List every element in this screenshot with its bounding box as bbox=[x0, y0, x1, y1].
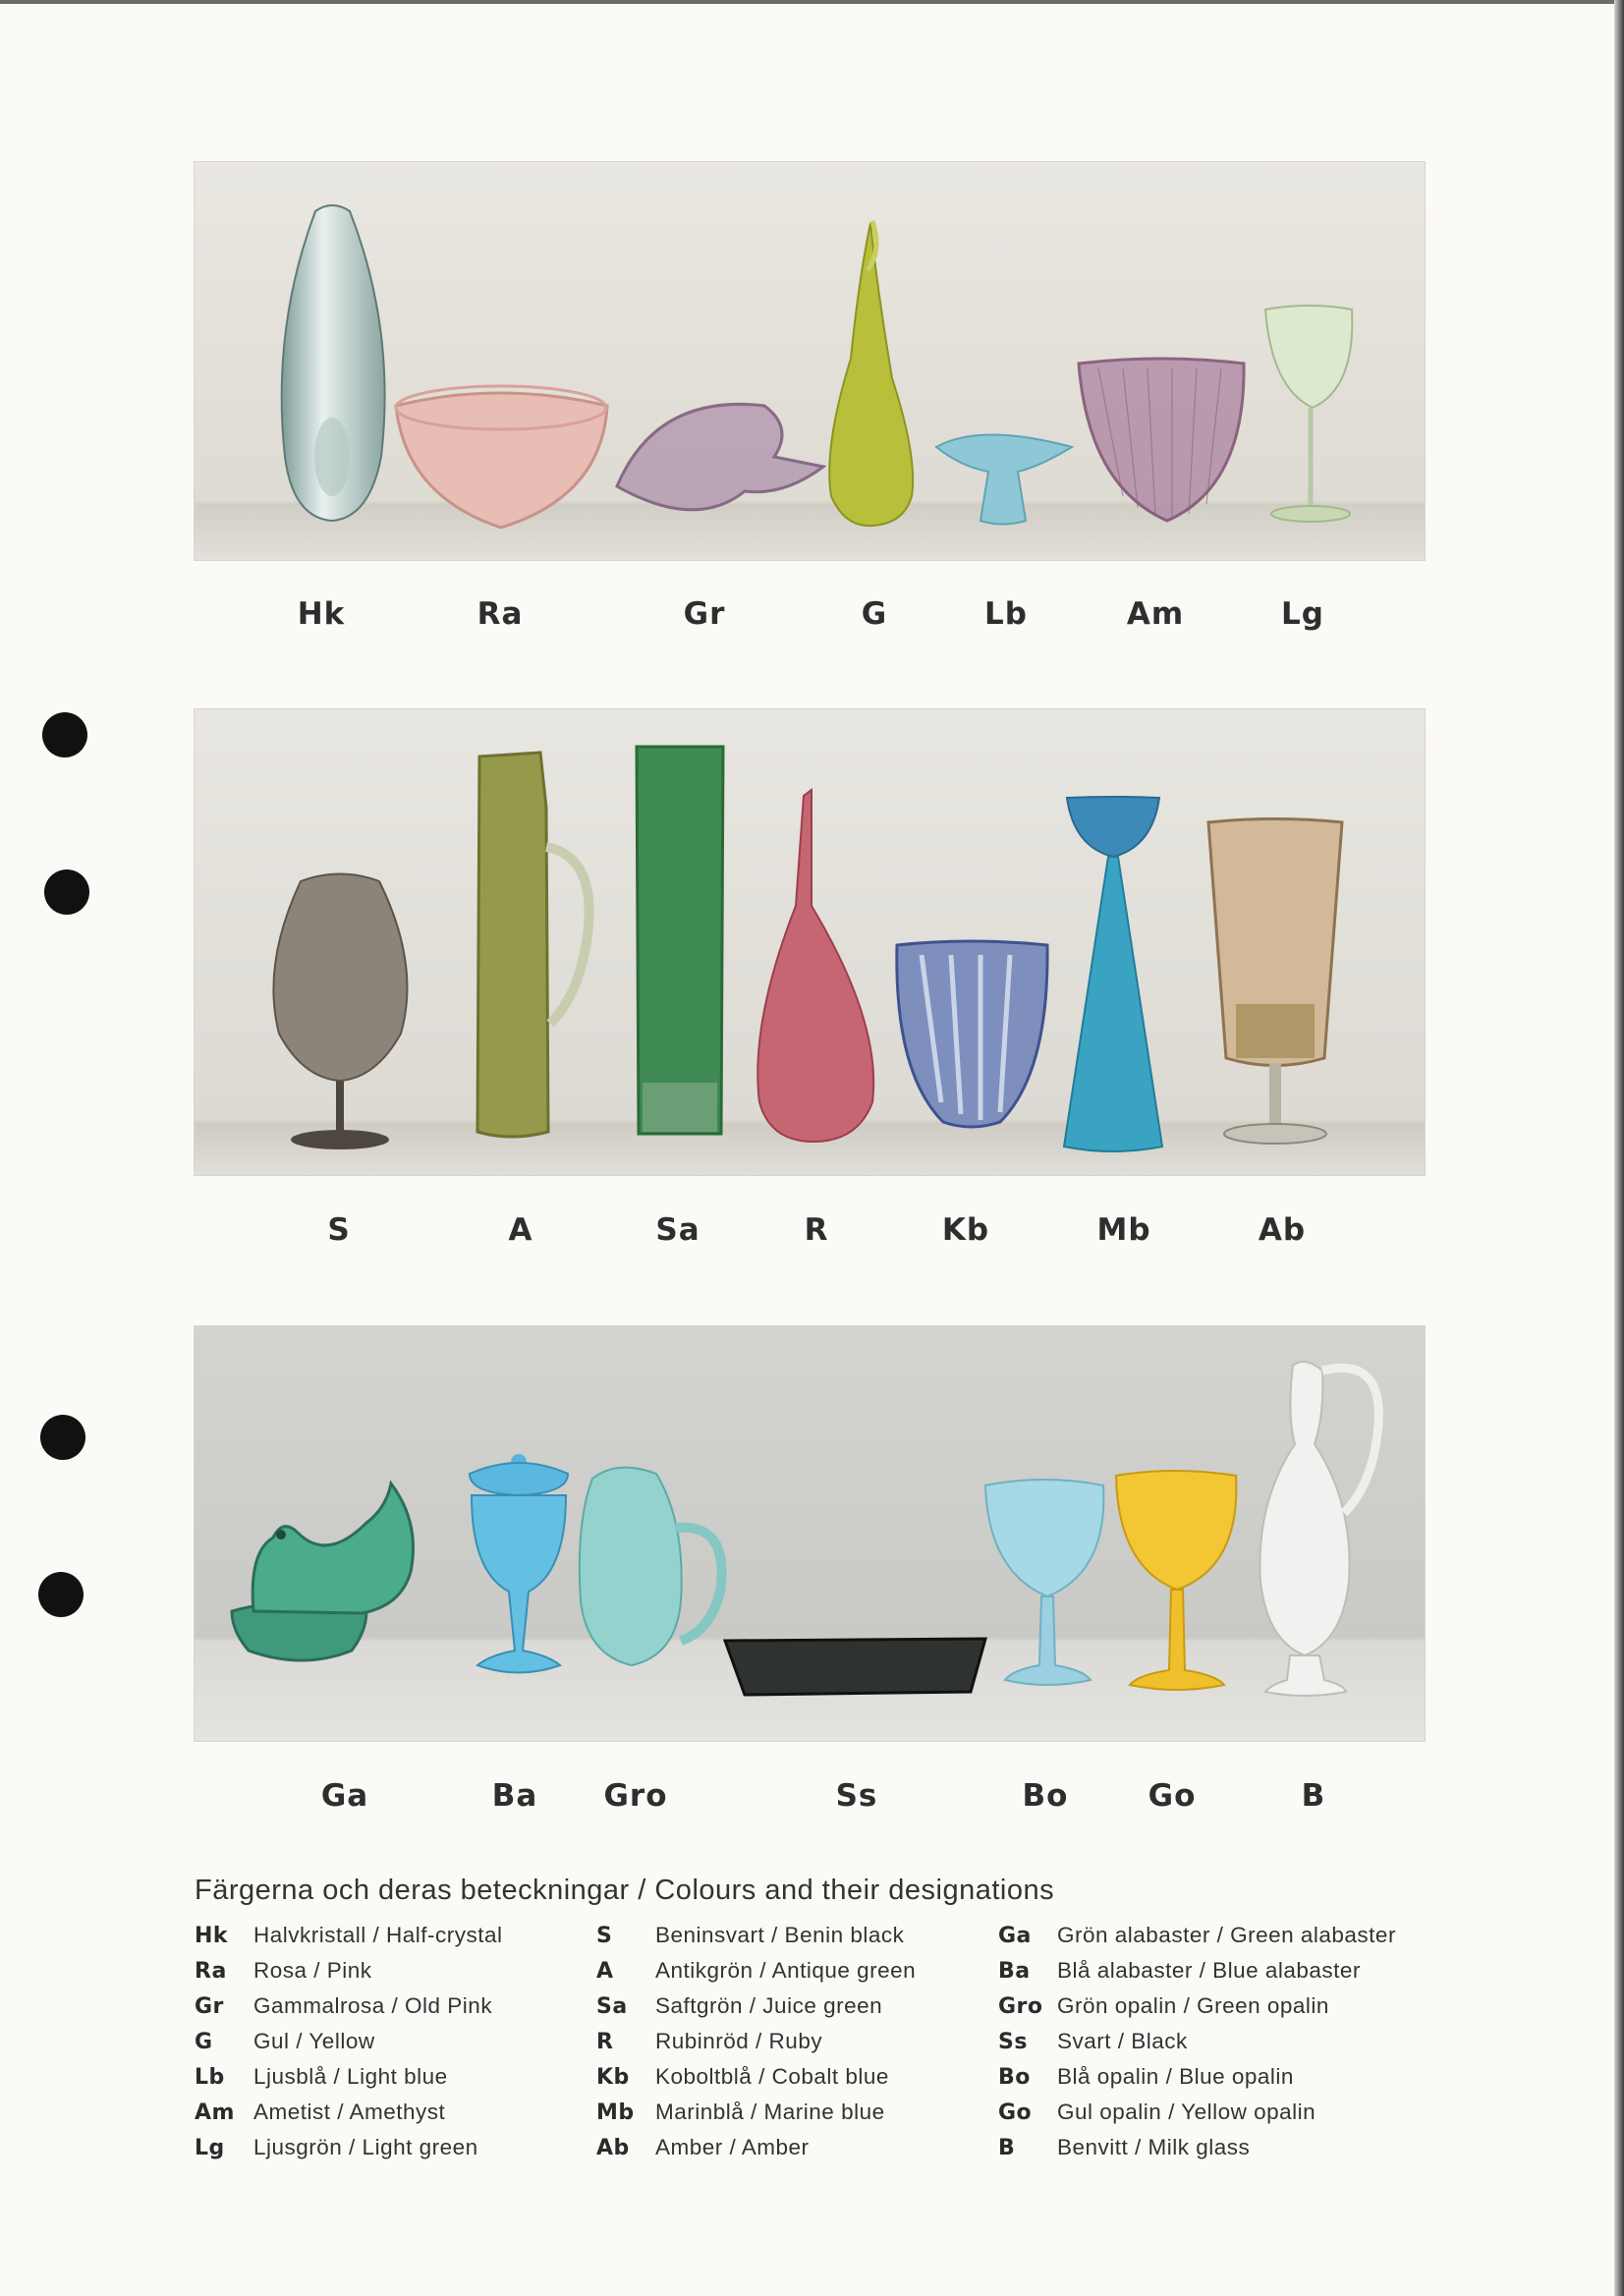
legend-row: Ga Grön alabaster / Green alabaster bbox=[998, 1923, 1396, 1948]
label-a: A bbox=[508, 1212, 533, 1248]
page-right-edge bbox=[1614, 0, 1624, 2296]
legend-column-3 bbox=[998, 1923, 1396, 2170]
legend-row: Ba Blå alabaster / Blue alabaster bbox=[998, 1958, 1361, 1984]
legend-column-1 bbox=[195, 1923, 503, 2170]
legend-row: Ss Svart / Black bbox=[998, 2029, 1188, 2054]
legend-row: Gr Gammalrosa / Old Pink bbox=[195, 1993, 493, 2019]
benin-black-snifter bbox=[273, 874, 407, 1082]
legend-row: B Benvitt / Milk glass bbox=[998, 2135, 1251, 2160]
label-mb: Mb bbox=[1096, 1212, 1151, 1248]
juice-green-vase bbox=[637, 747, 723, 1134]
green-opalin-pitcher bbox=[580, 1468, 682, 1665]
panel-1-labels bbox=[0, 596, 1624, 645]
label-ra: Ra bbox=[476, 596, 524, 632]
label-r: R bbox=[804, 1212, 829, 1248]
legend-row: Hk Halvkristall / Half-crystal bbox=[195, 1923, 503, 1948]
legend-column-2 bbox=[596, 1923, 916, 2170]
label-lb: Lb bbox=[984, 596, 1028, 632]
punch-hole-3 bbox=[40, 1415, 85, 1460]
punch-hole-4 bbox=[38, 1572, 84, 1617]
punch-hole-2 bbox=[44, 869, 89, 915]
panel-3-labels bbox=[0, 1778, 1624, 1827]
label-s: S bbox=[327, 1212, 351, 1248]
legend-row: Bo Blå opalin / Blue opalin bbox=[998, 2064, 1294, 2090]
legend-row: G Gul / Yellow bbox=[195, 2029, 375, 2054]
label-g: G bbox=[861, 596, 888, 632]
label-go: Go bbox=[1148, 1778, 1197, 1814]
glass-photo-2 bbox=[195, 709, 1425, 1175]
legend-row: S Beninsvart / Benin black bbox=[596, 1923, 905, 1948]
punch-hole-1 bbox=[42, 712, 87, 757]
glass-photo-3 bbox=[195, 1326, 1425, 1741]
label-bo: Bo bbox=[1022, 1778, 1069, 1814]
legend-row: Am Ametist / Amethyst bbox=[195, 2100, 446, 2125]
label-ba: Ba bbox=[491, 1778, 538, 1814]
legend-row: Ra Rosa / Pink bbox=[195, 1958, 372, 1984]
legend-row: Sa Saftgrön / Juice green bbox=[596, 1993, 883, 2019]
label-hk: Hk bbox=[297, 596, 346, 632]
black-tray bbox=[725, 1639, 985, 1695]
label-ss: Ss bbox=[835, 1778, 878, 1814]
legend-row: Gro Grön opalin / Green opalin bbox=[998, 1993, 1329, 2019]
label-sa: Sa bbox=[655, 1212, 700, 1248]
legend-row: Lg Ljusgrön / Light green bbox=[195, 2135, 478, 2160]
legend-row: Lb Ljusblå / Light blue bbox=[195, 2064, 448, 2090]
glass-photo-1 bbox=[195, 162, 1425, 560]
label-ab: Ab bbox=[1258, 1212, 1307, 1248]
legend-title: Färgerna och deras beteckningar / Colours and their designations bbox=[195, 1875, 1055, 1906]
legend-row: Mb Marinblå / Marine blue bbox=[596, 2100, 885, 2125]
label-gro: Gro bbox=[603, 1778, 668, 1814]
label-lg: Lg bbox=[1281, 596, 1324, 632]
label-am: Am bbox=[1126, 596, 1185, 632]
legend-row: A Antikgrön / Antique green bbox=[596, 1958, 917, 1984]
label-ga: Ga bbox=[320, 1778, 369, 1814]
page-top-edge bbox=[0, 0, 1624, 4]
legend-row: R Rubinröd / Ruby bbox=[596, 2029, 823, 2054]
label-gr: Gr bbox=[683, 596, 726, 632]
legend-row: Go Gul opalin / Yellow opalin bbox=[998, 2100, 1316, 2125]
legend-row: Kb Koboltblå / Cobalt blue bbox=[596, 2064, 889, 2090]
panel-2-labels bbox=[0, 1212, 1624, 1261]
antique-green-pitcher bbox=[477, 753, 548, 1137]
label-kb: Kb bbox=[941, 1212, 990, 1248]
legend-row: Ab Amber / Amber bbox=[596, 2135, 810, 2160]
label-b: B bbox=[1301, 1778, 1326, 1814]
